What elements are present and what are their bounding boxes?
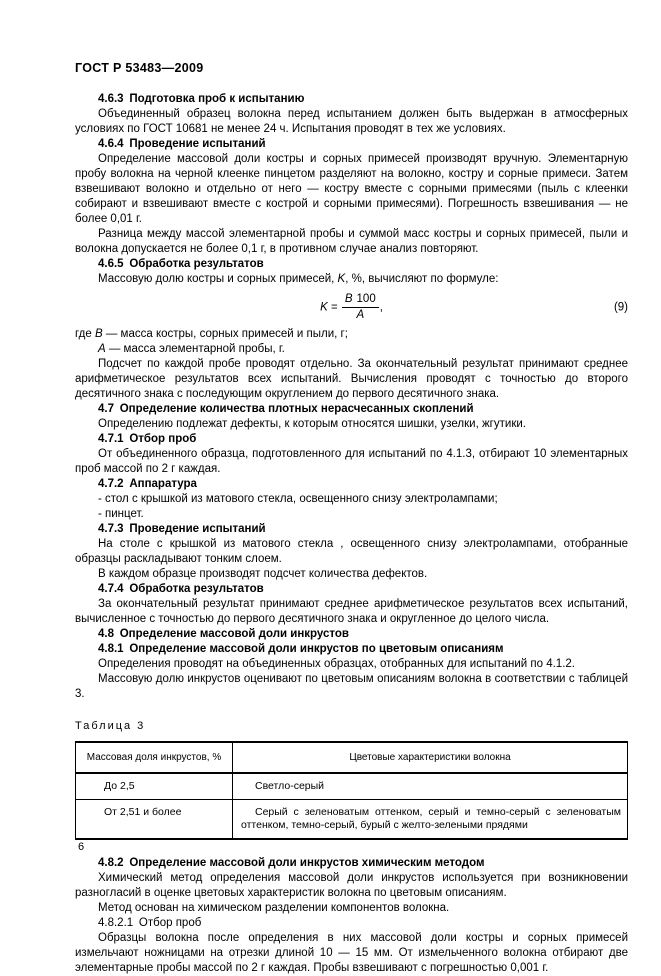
paragraph: От объединенного образца, подготовленного для испытаний по 4.1.3, отбирают 10 элементарных проб массой по 2 г каждая. (75, 448, 628, 475)
section-heading: 4.6.5 Обработка результатов (98, 258, 264, 270)
column-header: Цветовые характеристики волокна (233, 742, 628, 773)
fraction (342, 293, 379, 322)
formula-variable: A (356, 309, 365, 321)
text-run: — масса костры, сорных примесей и пыли, г; (102, 328, 348, 340)
paragraph: - пинцет. (98, 508, 144, 520)
table-cell: До 2,5 (76, 773, 233, 800)
formula-where-line (98, 342, 628, 357)
section-heading: 4.7.2 Аппаратура (98, 478, 197, 490)
table-row (76, 773, 628, 800)
document-content (75, 92, 628, 976)
section-heading: 4.6.4 Проведение испытаний (98, 138, 266, 150)
formula-variable: K (337, 273, 346, 285)
table-cell: Серый с зеленоватым оттенком, серый и темно-серый с зеленоватым оттенком, темно-серый, бурый с желто-зелеными прядями (233, 800, 628, 840)
section-heading: 4.7.4 Обработка результатов (98, 583, 264, 595)
equals-sign: = (327, 301, 341, 314)
paragraph: Химический метод определения массовой доли инкрустов используется при возникновении разногласий в оценке цветовых характеристик волокна по цветовым описаниям. (75, 872, 628, 899)
paragraph: Образцы волокна после определения в них массовой доли костры и сорных примесей измельчают ножницами на отрезки длиной 10 — 15 мм. От измельченного волокна отбирают две элементарные пробы массой по 2 г каждая. Пробы взвешивают с погрешностью 0,001 г. (75, 932, 628, 974)
paragraph: Определения проводят на объединенных образцах, отобранных для испытаний по 4.1.2. (98, 658, 575, 670)
paragraph: Метод основан на химическом разделении компонентов волокна. (98, 902, 450, 914)
table-3-label: Таблица 3 (75, 720, 146, 732)
table-header-row (76, 742, 628, 773)
section-heading: 4.8.2 Определение массовой доли инкрустов химическим методом (98, 857, 485, 869)
formula-tail: , (379, 301, 383, 314)
text-run: — масса элементарной пробы, г. (105, 343, 285, 355)
paragraph: Массовую долю инкрустов оценивают по цветовым описаниям волокна в соответствии с таблицей 3. (75, 673, 628, 700)
section-heading: 4.6.3 Подготовка проб к испытанию (98, 93, 305, 105)
text-run: , %, вычисляют по формуле: (345, 273, 499, 285)
fraction-numerator (342, 293, 379, 308)
formula-where-line (75, 327, 628, 342)
page-number: 6 (78, 841, 85, 853)
running-header: ГОСТ Р 53483—2009 (75, 61, 204, 75)
paragraph (75, 272, 628, 287)
section-heading: 4.8 Определение массовой доли инкрустов (98, 628, 350, 640)
table-3 (75, 741, 628, 840)
text-run: где (75, 328, 95, 340)
table-cell: Светло-серый (233, 773, 628, 800)
formula-9 (75, 293, 628, 322)
column-header: Массовая доля инкрустов, % (76, 742, 233, 773)
section-heading: 4.7.3 Проведение испытаний (98, 523, 266, 535)
fraction-denominator (342, 308, 379, 322)
section-heading: 4.7.1 Отбор проб (98, 433, 197, 445)
formula-variable: K (320, 301, 328, 314)
paragraph: Определению подлежат дефекты, к которым относятся шишки, узелки, жгутики. (98, 418, 526, 430)
section-heading: 4.8.1 Определение массовой доли инкрустов по цветовым описаниям (98, 643, 504, 655)
formula-variable: B (344, 293, 353, 305)
paragraph: Определение массовой доли костры и сорных примесей производят вручную. Элементарную пробу волокна на черной клеенке пинцетом разделяют на волокно, костру и сорные примеси. Затем взвешивают волокно и отдельно от него — костру вместе с сорными примесями (пыль с клеенки собирают и взвешивают вместе с кострой и сорными примесями). Погрешность взвешивания — не более 0,01 г. (75, 153, 628, 225)
paragraph: - стол с крышкой из матового стекла, освещенного снизу электролампами; (98, 493, 498, 505)
text-run: Массовую долю костры и сорных примесей, (98, 273, 338, 285)
formula-expression (320, 293, 383, 322)
table-3-head (76, 742, 628, 773)
formula-variable: A (98, 343, 106, 355)
table-3-body (76, 773, 628, 839)
paragraph: За окончательный результат принимают среднее арифметическое результатов всех испытаний, вычисленное с точностью до первого десятичного знака и округленное до целого числа. (75, 598, 628, 625)
paragraph: В каждом образце производят подсчет количества дефектов. (98, 568, 428, 580)
formula-number: (9) (613, 301, 628, 313)
table-cell: От 2,51 и более (76, 800, 233, 840)
formula-variable: B (94, 328, 103, 340)
formula-constant: 100 (356, 293, 376, 305)
paragraph: Разница между массой элементарной пробы и суммой масс костры и сорных примесей, пыли и волокна допускается не более 0,1 г, в противном случае анализ повторяют. (75, 228, 628, 255)
paragraph: Объединенный образец волокна перед испытанием должен быть выдержан в атмосферных условиях по ГОСТ 10681 не менее 24 ч. Испытания проводят в тех же условиях. (75, 108, 628, 135)
section-heading: 4.7 Определение количества плотных нерасчесанных скоплений (98, 403, 474, 415)
paragraph: Подсчет по каждой пробе проводят отдельно. За окончательный результат принимают среднее арифметическое результатов всех испытаний. Вычисления проводят с точностью до второго десятичного знака с последующим округлением до первого десятичного знака. (75, 358, 628, 400)
paragraph: 4.8.2.1 Отбор проб (98, 917, 202, 929)
table-row (76, 800, 628, 840)
paragraph: На столе с крышкой из матового стекла , освещенного снизу электролампами, отобранные образцы раскладывают тонким слоем. (75, 538, 628, 565)
